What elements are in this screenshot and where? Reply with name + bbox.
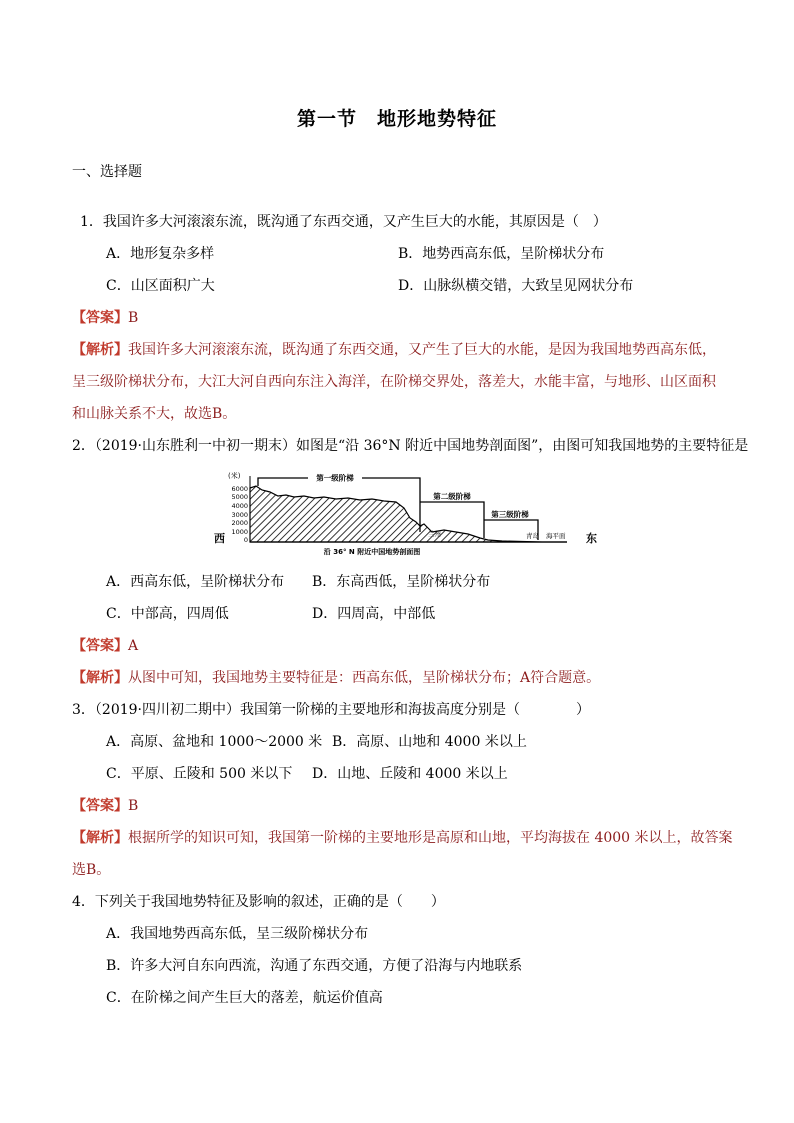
q1-option-a: A．地形复杂多样 xyxy=(106,246,215,262)
q4-stem: 4．下列关于我国地势特征及影响的叙述，正确的是（ ） xyxy=(72,894,445,910)
q3-option-a: A．高原、盆地和 1000～2000 米 xyxy=(106,734,323,750)
tick-label: 4000 xyxy=(231,502,248,510)
answer-tag: 【答案】 xyxy=(72,638,128,654)
q4-option-b: B．许多大河自东向西流，沟通了东西交通，方便了沿海与内地联系 xyxy=(106,958,523,974)
q2-explanation-line-1 xyxy=(72,668,600,688)
q3-explanation-line-1 xyxy=(72,828,733,848)
q2-option-d: D．四周高，中部低 xyxy=(312,606,436,622)
tick-label: 1000 xyxy=(231,528,248,536)
step3-label: 第三级阶梯 xyxy=(491,510,529,519)
q4-option-c: C．在阶梯之间产生巨大的落差，航运价值高 xyxy=(106,990,383,1006)
q2-answer xyxy=(72,636,138,656)
explanation-text: 我国许多大河滚滚东流，既沟通了东西交通，又产生了巨大的水能，是因为我国地势西高东低， xyxy=(128,342,716,358)
q1-explanation-line-2: 呈三级阶梯状分布，大江大河自西向东注入海洋，在阶梯交界处，落差大，水能丰富，与地形、山区面积 xyxy=(72,374,716,390)
section-heading: 一、选择题 xyxy=(72,164,142,180)
qingdao-label: 青岛 xyxy=(526,532,539,540)
axis-unit: (米) xyxy=(228,472,241,480)
answer-tag: 【答案】 xyxy=(72,310,128,326)
west-label: 西 xyxy=(214,532,225,545)
terrain-profile-diagram xyxy=(212,466,614,562)
q3-stem: 3．（2019·四川初二期中）我国第一阶梯的主要地形和海拔高度分别是（ ） xyxy=(72,702,590,718)
q2-option-c: C．中部高，四周低 xyxy=(106,606,229,622)
explanation-text: 根据所学的知识可知，我国第一阶梯的主要地形是高原和山地，平均海拔在 4000 米以上，故答案 xyxy=(128,830,733,846)
q2-stem: 2．（2019·山东胜利一中初一期末）如图是“沿 36°N 附近中国地势剖面图”，由图可知我国地势的主要特征是 xyxy=(72,438,749,454)
q1-option-d: D．山脉纵横交错，大致呈见网状分布 xyxy=(398,278,634,294)
q1-explanation-line-3: 和山脉关系不大，故选B。 xyxy=(72,406,237,422)
q3-explanation-line-2: 选B。 xyxy=(72,862,111,878)
step1-label: 第一级阶梯 xyxy=(316,473,354,483)
q2-option-b: B．东高西低，呈阶梯状分布 xyxy=(312,574,491,590)
q3-option-c: C．平原、丘陵和 500 米以下 xyxy=(106,766,293,782)
tick-label: 6000 xyxy=(231,485,248,493)
lanzhou-label: 兰州 xyxy=(428,530,441,538)
explanation-tag: 【解析】 xyxy=(72,670,128,686)
q3-answer xyxy=(72,796,138,816)
tick-label: 0 xyxy=(243,536,248,544)
q1-explanation-line-1 xyxy=(72,340,716,360)
q1-option-b: B．地势西高东低，呈阶梯状分布 xyxy=(398,246,605,262)
sea-level-label: 海平面 xyxy=(546,532,566,540)
tick-label: 5000 xyxy=(231,493,248,501)
step2-label: 第二级阶梯 xyxy=(433,492,471,501)
page-title: 第一节 地形地势特征 xyxy=(296,108,497,130)
east-label: 东 xyxy=(586,532,597,545)
q1-stem: 1．我国许多大河滚滚东流，既沟通了东西交通，又产生巨大的水能，其原因是（ ） xyxy=(80,214,607,230)
answer-value: B xyxy=(128,798,139,814)
answer-value: B xyxy=(128,310,139,326)
q1-option-c: C．山区面积广大 xyxy=(106,278,215,294)
explanation-tag: 【解析】 xyxy=(72,342,128,358)
explanation-text: 从图中可知，我国地势主要特征是：西高东低，呈阶梯状分布；A符合题意。 xyxy=(128,670,601,686)
diagram-caption: 沿 36° N 附近中国地势剖面图 xyxy=(323,548,421,556)
answer-tag: 【答案】 xyxy=(72,798,128,814)
explanation-tag: 【解析】 xyxy=(72,830,128,846)
tick-label: 3000 xyxy=(231,511,248,519)
tick-label: 2000 xyxy=(231,519,248,527)
q3-option-d: D．山地、丘陵和 4000 米以上 xyxy=(312,766,508,782)
q2-option-a: A．西高东低，呈阶梯状分布 xyxy=(106,574,285,590)
q4-option-a: A．我国地势西高东低，呈三级阶梯状分布 xyxy=(106,926,369,942)
q1-answer xyxy=(72,308,138,328)
q3-option-b: B．高原、山地和 4000 米以上 xyxy=(332,734,527,750)
answer-value: A xyxy=(128,638,139,654)
